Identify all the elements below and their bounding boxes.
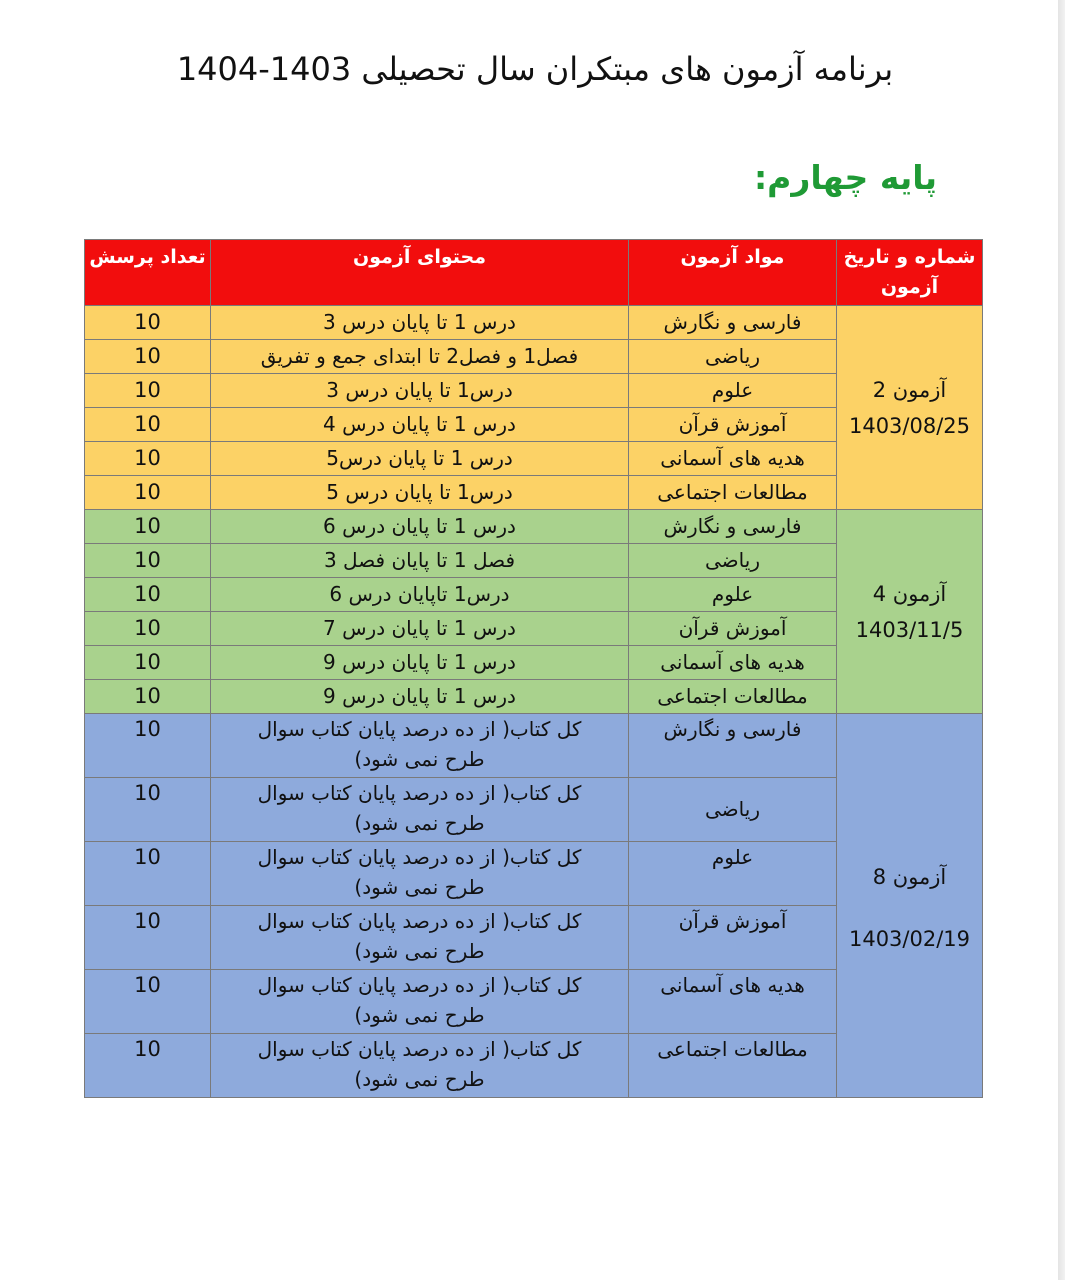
table-header-row xyxy=(85,240,983,306)
count-cell: 10 xyxy=(85,1034,211,1098)
page-title: برنامه آزمون های مبتکران سال تحصیلی 1403-1404 xyxy=(176,50,894,88)
exam2-name: آزمون 2 xyxy=(872,377,947,402)
exam4-name: آزمون 4 xyxy=(872,581,947,606)
count-cell: 10 xyxy=(85,970,211,1034)
grade-heading: پایه چهارم: xyxy=(753,158,937,197)
count-cell: 10 xyxy=(85,842,211,906)
count-cell: 10 xyxy=(85,408,211,442)
exam4-cell xyxy=(837,510,983,714)
count-cell: 10 xyxy=(85,680,211,714)
content-cell: درس1 تا پایان درس 5 xyxy=(211,476,629,510)
subject-cell: علوم xyxy=(629,374,837,408)
content-cell: درس1 تاپایان درس 6 xyxy=(211,578,629,612)
exam2-cell xyxy=(837,306,983,510)
content-cell: فصل 1 تا پایان فصل 3 xyxy=(211,544,629,578)
table-row xyxy=(85,510,983,544)
subject-cell: ریاضی xyxy=(629,544,837,578)
exam8-name: آزمون 8 xyxy=(872,864,947,889)
count-cell: 10 xyxy=(85,646,211,680)
content-cell: کل کتاب( از ده درصد پایان کتاب سوال طرح نمی شود) xyxy=(211,714,629,778)
content-cell: کل کتاب( از ده درصد پایان کتاب سوال طرح نمی شود) xyxy=(211,842,629,906)
content-cell: درس 1 تا پایان درس 3 xyxy=(211,306,629,340)
subject-cell: فارسی و نگارش xyxy=(629,510,837,544)
content-cell: درس 1 تا پایان درس 9 xyxy=(211,680,629,714)
count-cell: 10 xyxy=(85,612,211,646)
page-edge-shadow xyxy=(1058,0,1065,1280)
subject-cell: علوم xyxy=(629,578,837,612)
subject-cell: فارسی و نگارش xyxy=(629,714,837,778)
subject-cell: هدیه های آسمانی xyxy=(629,970,837,1034)
count-cell: 10 xyxy=(85,906,211,970)
subject-cell: آموزش قرآن xyxy=(629,408,837,442)
subject-cell: ریاضی xyxy=(629,340,837,374)
count-cell: 10 xyxy=(85,442,211,476)
count-cell: 10 xyxy=(85,306,211,340)
content-cell: کل کتاب( از ده درصد پایان کتاب سوال طرح نمی شود) xyxy=(211,778,629,842)
subject-cell: مطالعات اجتماعی xyxy=(629,680,837,714)
table-row xyxy=(85,306,983,340)
header-content: محتوای آزمون xyxy=(211,240,629,306)
content-cell: کل کتاب( از ده درصد پایان کتاب سوال طرح نمی شود) xyxy=(211,1034,629,1098)
header-count: تعداد پرسش xyxy=(85,240,211,306)
count-cell: 10 xyxy=(85,510,211,544)
header-subject: مواد آزمون xyxy=(629,240,837,306)
subject-cell: هدیه های آسمانی xyxy=(629,646,837,680)
subject-cell: مطالعات اجتماعی xyxy=(629,1034,837,1098)
content-cell: درس 1 تا پایان درس 6 xyxy=(211,510,629,544)
exam8-cell xyxy=(837,714,983,1098)
table-row xyxy=(85,714,983,778)
count-cell: 10 xyxy=(85,374,211,408)
exam-schedule-table xyxy=(84,239,983,1098)
count-cell: 10 xyxy=(85,476,211,510)
content-cell: کل کتاب( از ده درصد پایان کتاب سوال طرح نمی شود) xyxy=(211,906,629,970)
content-cell: درس 1 تا پایان درس 7 xyxy=(211,612,629,646)
content-cell: کل کتاب( از ده درصد پایان کتاب سوال طرح نمی شود) xyxy=(211,970,629,1034)
content-cell: درس 1 تا پایان درس 9 xyxy=(211,646,629,680)
count-cell: 10 xyxy=(85,544,211,578)
count-cell: 10 xyxy=(85,778,211,842)
subject-cell: هدیه های آسمانی xyxy=(629,442,837,476)
content-cell: درس 1 تا پایان درس 4 xyxy=(211,408,629,442)
content-cell: فصل1 و فصل2 تا ابتدای جمع و تفریق xyxy=(211,340,629,374)
subject-cell: علوم xyxy=(629,842,837,906)
header-exam: شماره و تاریخ آزمون xyxy=(837,240,983,306)
subject-cell: آموزش قرآن xyxy=(629,906,837,970)
subject-cell: ریاضی xyxy=(629,778,837,842)
exam8-date: 1403/02/19 xyxy=(848,926,971,951)
subject-cell: مطالعات اجتماعی xyxy=(629,476,837,510)
subject-cell: فارسی و نگارش xyxy=(629,306,837,340)
count-cell: 10 xyxy=(85,578,211,612)
subject-cell: آموزش قرآن xyxy=(629,612,837,646)
count-cell: 10 xyxy=(85,714,211,778)
content-cell: درس1 تا پایان درس 3 xyxy=(211,374,629,408)
exam2-date: 1403/08/25 xyxy=(848,413,971,438)
exam4-date: 1403/11/5 xyxy=(855,617,964,642)
count-cell: 10 xyxy=(85,340,211,374)
content-cell: درس 1 تا پایان درس5 xyxy=(211,442,629,476)
